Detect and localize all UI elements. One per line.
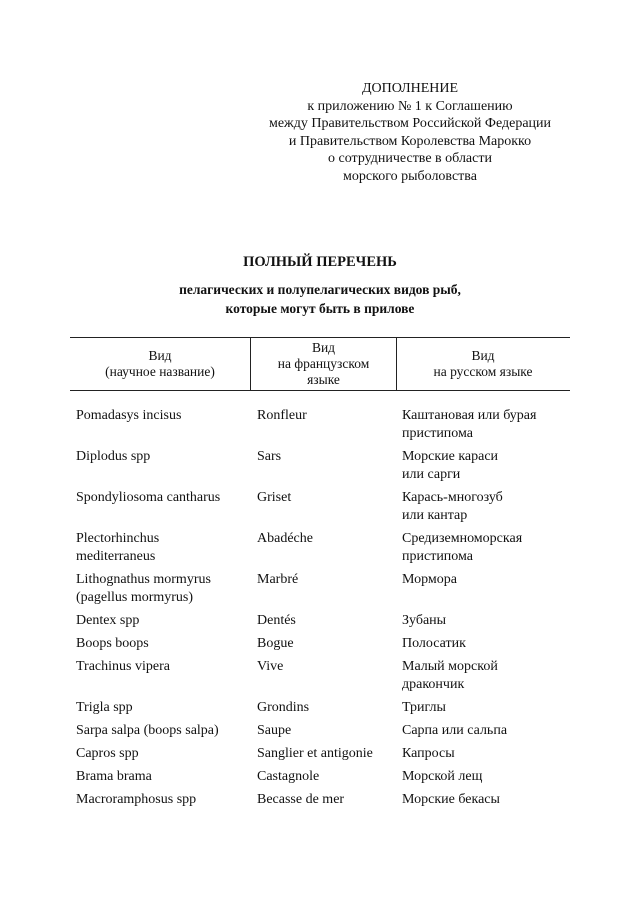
cell-text: пристипома [402, 426, 474, 441]
cell-text: Macroramphosus spp [76, 792, 197, 807]
species-table [70, 337, 570, 807]
cell-text: Средиземноморская [402, 531, 523, 546]
cell-text: Boops boops [76, 636, 149, 651]
cell-scientific [76, 768, 257, 786]
header-line: и Правительством Королевства Марокко [288, 133, 532, 149]
header-line: ДОПОЛНЕНИЕ [361, 81, 459, 96]
table-row [76, 722, 570, 740]
header-line: между Правительством Российской Федерации [268, 116, 552, 131]
cell-text: Морские караси [402, 449, 499, 464]
table-row [76, 530, 570, 566]
cell-russian [402, 635, 570, 653]
cell-french [257, 612, 402, 630]
table-row [76, 658, 570, 694]
cell-text: Plectorhinchus [76, 531, 160, 546]
cell-scientific [76, 722, 257, 740]
cell-french [257, 571, 402, 607]
cell-text: Зубаны [402, 613, 447, 628]
cell-text: mediterraneus [76, 549, 156, 564]
cell-text: Grondins [257, 700, 310, 715]
cell-text: (pagellus mormyrus) [76, 590, 194, 605]
cell-scientific [76, 658, 257, 694]
column-header-line: на французском [277, 356, 370, 371]
cell-text: Морские бекасы [402, 792, 500, 807]
cell-text: или кантар [402, 508, 468, 523]
table-row [76, 791, 570, 809]
cell-text: Сарпа или сальпа [402, 723, 508, 738]
cell-scientific [76, 530, 257, 566]
table-row [76, 612, 570, 630]
cell-text: Griset [257, 490, 292, 505]
cell-text: Becasse de mer [257, 792, 345, 807]
cell-text: Ronfleur [257, 408, 307, 423]
header-line: морского рыболовства [343, 168, 477, 184]
cell-text: Мормора [402, 572, 457, 587]
cell-text: Castagnole [257, 769, 320, 784]
cell-text: Trigla spp [76, 700, 133, 715]
cell-french [257, 791, 402, 809]
cell-russian [402, 407, 570, 443]
column-header-line: Вид [471, 348, 495, 363]
cell-french [257, 407, 402, 443]
cell-scientific [76, 745, 257, 763]
cell-text: Триглы [402, 700, 446, 715]
table-row [76, 768, 570, 786]
cell-scientific [76, 699, 257, 717]
table-body [76, 407, 570, 814]
document-subtitle [0, 280, 640, 318]
column-header-line: (научное название) [105, 364, 215, 379]
cell-text: Brama brama [76, 769, 152, 784]
cell-text: Sanglier et antigonie [257, 746, 373, 761]
cell-russian [402, 612, 570, 630]
cell-text: Diplodus spp [76, 449, 151, 464]
column-header-french [250, 338, 397, 390]
cell-text: Capros spp [76, 746, 139, 761]
cell-french [257, 448, 402, 484]
table-row [76, 407, 570, 443]
column-header-line: языке [307, 372, 340, 387]
cell-french [257, 530, 402, 566]
cell-russian [402, 489, 570, 525]
cell-french [257, 699, 402, 717]
cell-text: Pomadasys incisus [76, 408, 182, 423]
table-header [70, 337, 570, 391]
document-header [250, 80, 570, 185]
column-header-line: Вид [148, 348, 172, 363]
cell-scientific [76, 612, 257, 630]
header-line: о сотрудничестве в области [328, 151, 492, 166]
cell-text: Полосатик [402, 636, 466, 651]
cell-scientific [76, 635, 257, 653]
cell-text: Saupe [257, 723, 292, 738]
column-header-line: на русском языке [433, 364, 533, 379]
document-title: ПОЛНЫЙ ПЕРЕЧЕНЬ [243, 254, 397, 270]
cell-text: Малый морской [402, 659, 498, 674]
cell-russian [402, 571, 570, 607]
table-row [76, 571, 570, 607]
cell-text: или сарги [402, 467, 461, 482]
cell-text: Sars [257, 449, 282, 464]
table-row [76, 489, 570, 525]
cell-russian [402, 768, 570, 786]
cell-french [257, 489, 402, 525]
cell-russian [402, 530, 570, 566]
cell-text: Dentés [257, 613, 296, 628]
table-row [76, 699, 570, 717]
column-header-scientific [70, 338, 250, 390]
cell-scientific [76, 571, 257, 607]
cell-text: Spondyliosoma cantharus [76, 490, 221, 505]
cell-text: Dentex spp [76, 613, 140, 628]
cell-scientific [76, 489, 257, 525]
cell-russian [402, 699, 570, 717]
table-row [76, 635, 570, 653]
cell-text: Карась-многозуб [402, 490, 503, 505]
cell-text: пристипома [402, 549, 474, 564]
subtitle-line: которые могут быть в прилове [225, 301, 415, 316]
cell-text: Каштановая или бурая [402, 408, 537, 423]
cell-russian [402, 745, 570, 763]
cell-french [257, 745, 402, 763]
cell-text: Vive [257, 659, 284, 674]
cell-scientific [76, 448, 257, 484]
subtitle-line: пелагических и полупелагических видов рыб, [179, 282, 461, 297]
column-header-line: Вид [311, 340, 336, 355]
cell-scientific [76, 791, 257, 809]
cell-text: Abadéche [257, 531, 313, 546]
cell-russian [402, 722, 570, 740]
cell-russian [402, 658, 570, 694]
cell-text: дракончик [402, 677, 465, 692]
cell-text: Lithognathus mormyrus [76, 572, 211, 587]
cell-text: Trachinus vipera [76, 659, 170, 674]
table-row [76, 448, 570, 484]
cell-text: Sarpa salpa (boops salpa) [76, 723, 219, 738]
cell-text: Bogue [257, 636, 294, 651]
cell-text: Морской лещ [402, 769, 483, 784]
cell-russian [402, 791, 570, 809]
cell-french [257, 635, 402, 653]
cell-russian [402, 448, 570, 484]
header-line: к приложению № 1 к Соглашению [307, 98, 513, 114]
cell-french [257, 722, 402, 740]
table-row [76, 745, 570, 763]
cell-french [257, 658, 402, 694]
cell-text: Marbré [257, 572, 299, 587]
column-header-russian [396, 338, 570, 390]
cell-scientific [76, 407, 257, 443]
cell-text: Капросы [402, 746, 455, 761]
cell-french [257, 768, 402, 786]
